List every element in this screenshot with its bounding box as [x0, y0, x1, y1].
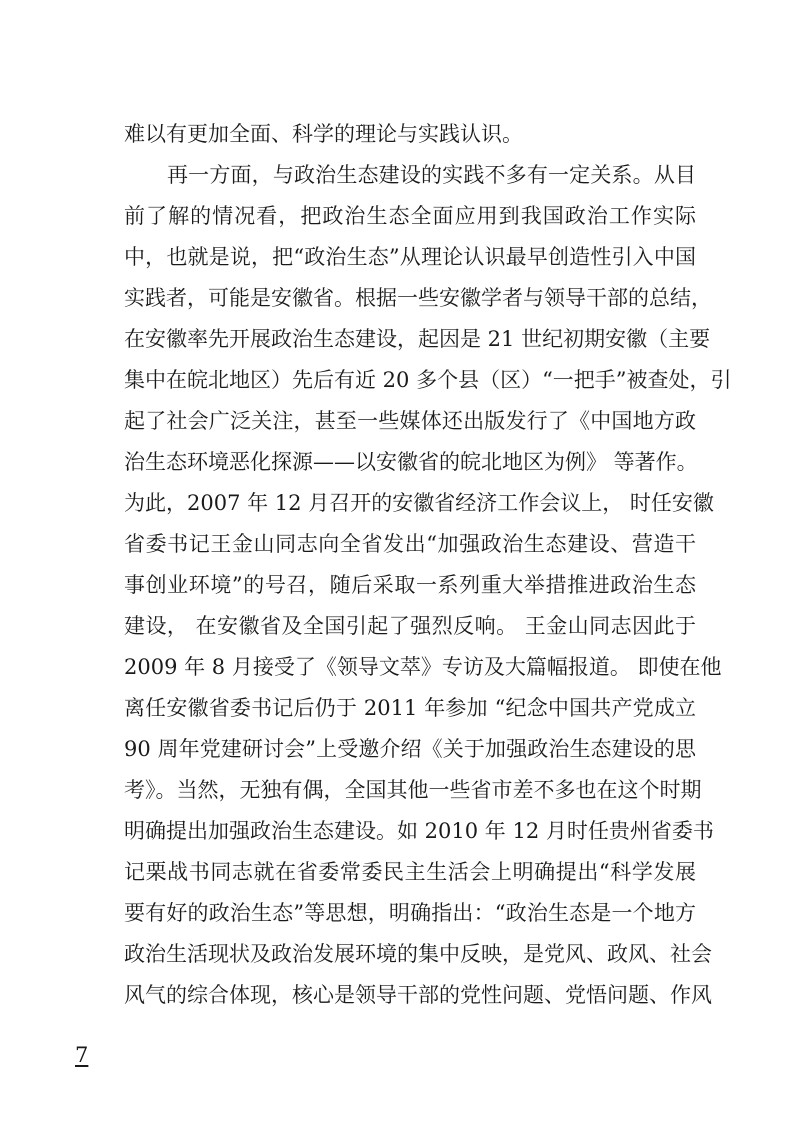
text-line: 中，也就是说，把“政治生态”从理论认识最早创造性引入中国: [124, 245, 696, 269]
text-line: 治生态环境恶化探源——以安徽省的皖北地区为例》 等著作。: [124, 450, 698, 474]
text-line: 在安徽率先开展政治生态建设，起因是 21 世纪初期安徽（主要: [124, 327, 711, 351]
text-line: 要有好的政治生态”等思想，明确指出：“政治生态是一个地方: [124, 901, 696, 925]
text-line: 考》。当然，无独有偶，全国其他一些省市差不多也在这个时期: [124, 778, 702, 802]
text-line: 2009 年 8 月接受了《领导文萃》专访及大篇幅报道。 即使在他: [124, 655, 722, 679]
text-line: 90 周年党建研讨会”上受邀介绍《关于加强政治生态建设的思: [124, 737, 696, 761]
text-line: 为此，2007 年 12 月召开的安徽省经济工作会议上， 时任安徽: [124, 491, 714, 515]
text-line: 集中在皖北地区）先后有近 20 多个县（区）“一把手”被查处，引: [124, 368, 732, 392]
text-line: 风气的综合体现，核心是领导干部的党性问题、党悟问题、作风: [124, 983, 712, 1007]
text-line: 起了社会广泛关注，甚至一些媒体还出版发行了《中国地方政: [124, 409, 696, 433]
text-line: 难以有更加全面、科学的理论与实践认识。: [124, 122, 523, 146]
text-line: 省委书记王金山同志向全省发出“加强政治生态建设、营造干: [124, 532, 696, 556]
text-line: 实践者，可能是安徽省。根据一些安徽学者与领导干部的总结，: [124, 286, 712, 310]
text-line: 记栗战书同志就在省委常委民主生活会上明确提出“科学发展: [124, 860, 696, 884]
text-line: 前了解的情况看，把政治生态全面应用到我国政治工作实际: [124, 204, 696, 228]
text-line: 政治生活现状及政治发展环境的集中反映，是党风、政风、社会: [124, 942, 712, 966]
text-line: 明确提出加强政治生态建设。如 2010 年 12 月时任贵州省委书: [124, 819, 714, 843]
text-line: 事创业环境”的号召，随后采取一系列重大举措推进政治生态: [124, 573, 696, 597]
text-line: 再一方面，与政治生态建设的实践不多有一定关系。从目: [167, 163, 696, 187]
text-line: 建设， 在安徽省及全国引起了强烈反响。 王金山同志因此于: [124, 614, 696, 638]
text-line: 离任安徽省委书记后仍于 2011 年参加 “纪念中国共产党成立: [124, 696, 696, 720]
page-number: 7: [75, 1043, 89, 1067]
